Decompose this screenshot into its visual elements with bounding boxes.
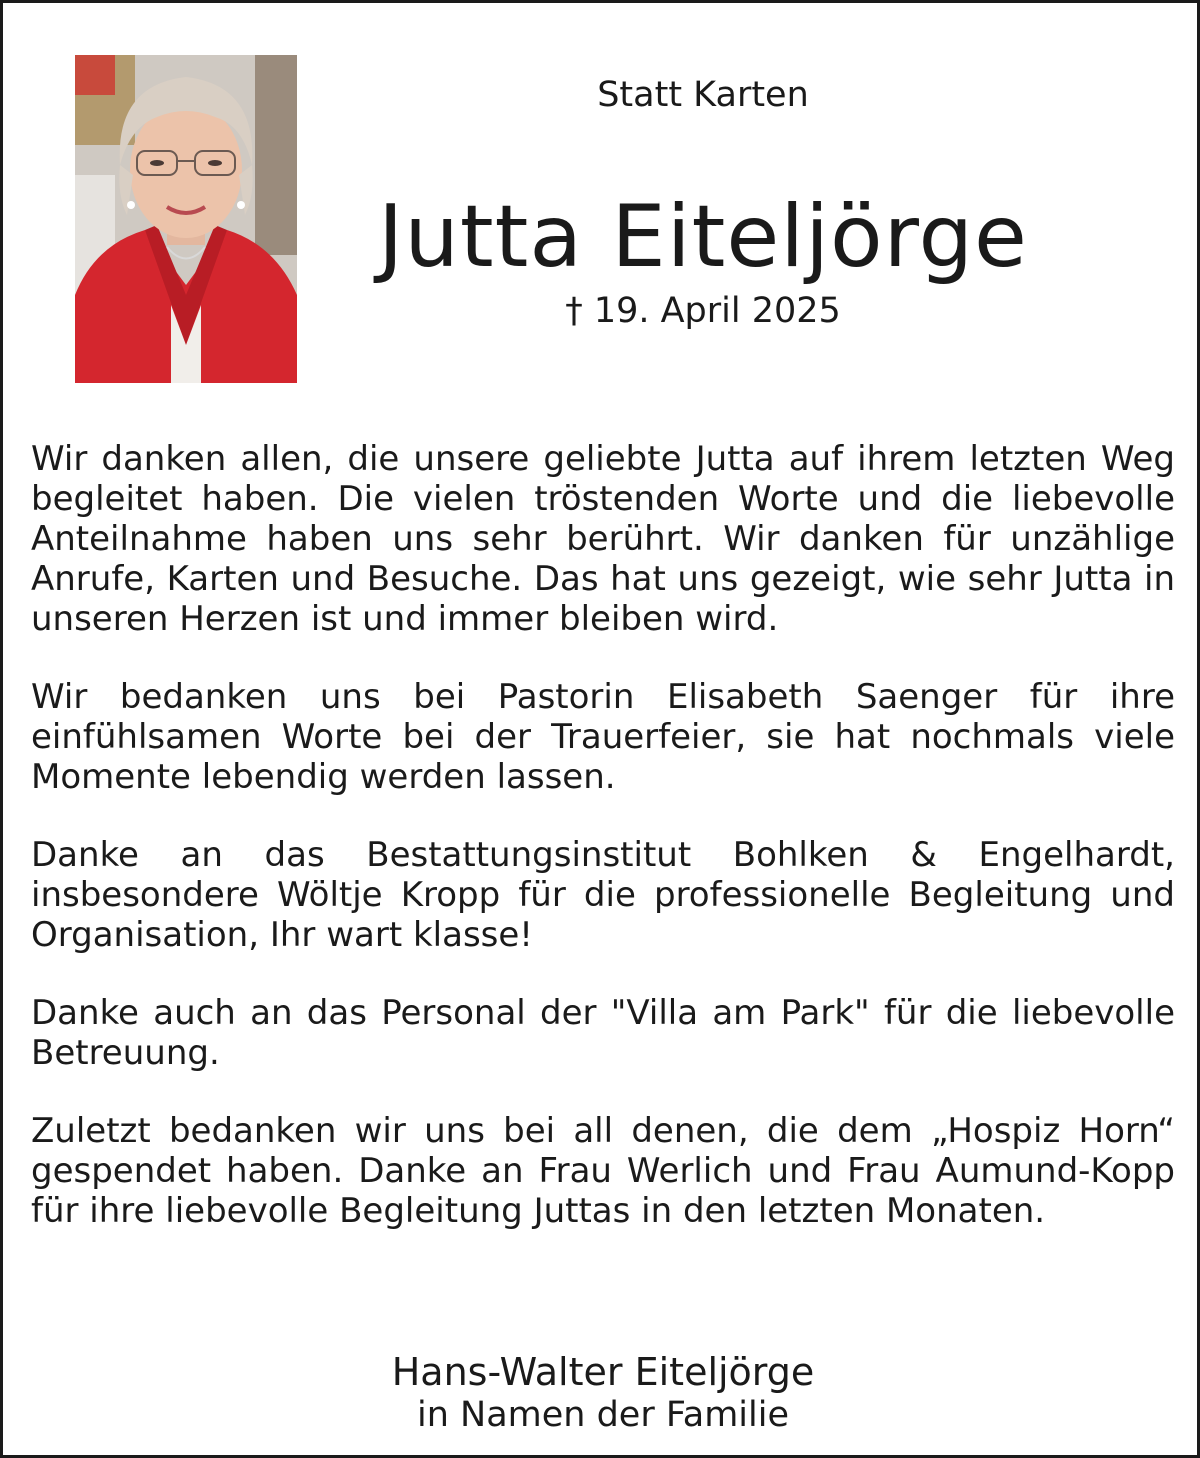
paragraph-thanks-hospice: Zuletzt bedanken wir uns bei all denen, die dem „Hospiz Horn“ gespendet haben. Danke an Frau Werlich und Frau Aumund-Kopp für ihre liebevolle Begleitung Juttas in den letzten Monaten.: [31, 1111, 1175, 1231]
notice-body: [31, 439, 1175, 1269]
paragraph-thanks-funeral-home: Danke an das Bestattungsinstitut Bohlken & Engelhardt, insbesondere Wöltje Kropp für die professionelle Begleitung und Organisation, Ihr wart klasse!: [31, 835, 1175, 955]
notice-header: Statt Karten: [597, 75, 809, 115]
paragraph-thanks-all: Wir danken allen, die unsere geliebte Jutta auf ihrem letzten Weg begleitet haben. Die vielen tröstenden Worte und die liebevolle Anteilnahme haben uns sehr berührt. Wir danken für unzählige Anrufe, Karten und Besuche. Das hat uns gezeigt, wie sehr Jutta in unseren Herzen ist und immer bleiben wird.: [31, 439, 1175, 639]
deceased-name: Jutta Eiteljörge: [378, 187, 1028, 287]
paragraph-thanks-pastor: Wir bedanken uns bei Pastorin Elisabeth Saenger für ihre einfühlsamen Worte bei der Trauerfeier, sie hat nochmals viele Momente lebendig werden lassen.: [31, 677, 1175, 797]
signature-name: Hans-Walter Eiteljörge: [391, 1350, 815, 1394]
death-date: † 19. April 2025: [565, 291, 841, 331]
signature: [203, 1349, 1003, 1435]
paragraph-thanks-staff: Danke auch an das Personal der "Villa am Park" für die liebevolle Betreuung.: [31, 993, 1175, 1073]
portrait-photo: [75, 55, 297, 383]
signature-subtitle: in Namen der Familie: [416, 1395, 790, 1435]
